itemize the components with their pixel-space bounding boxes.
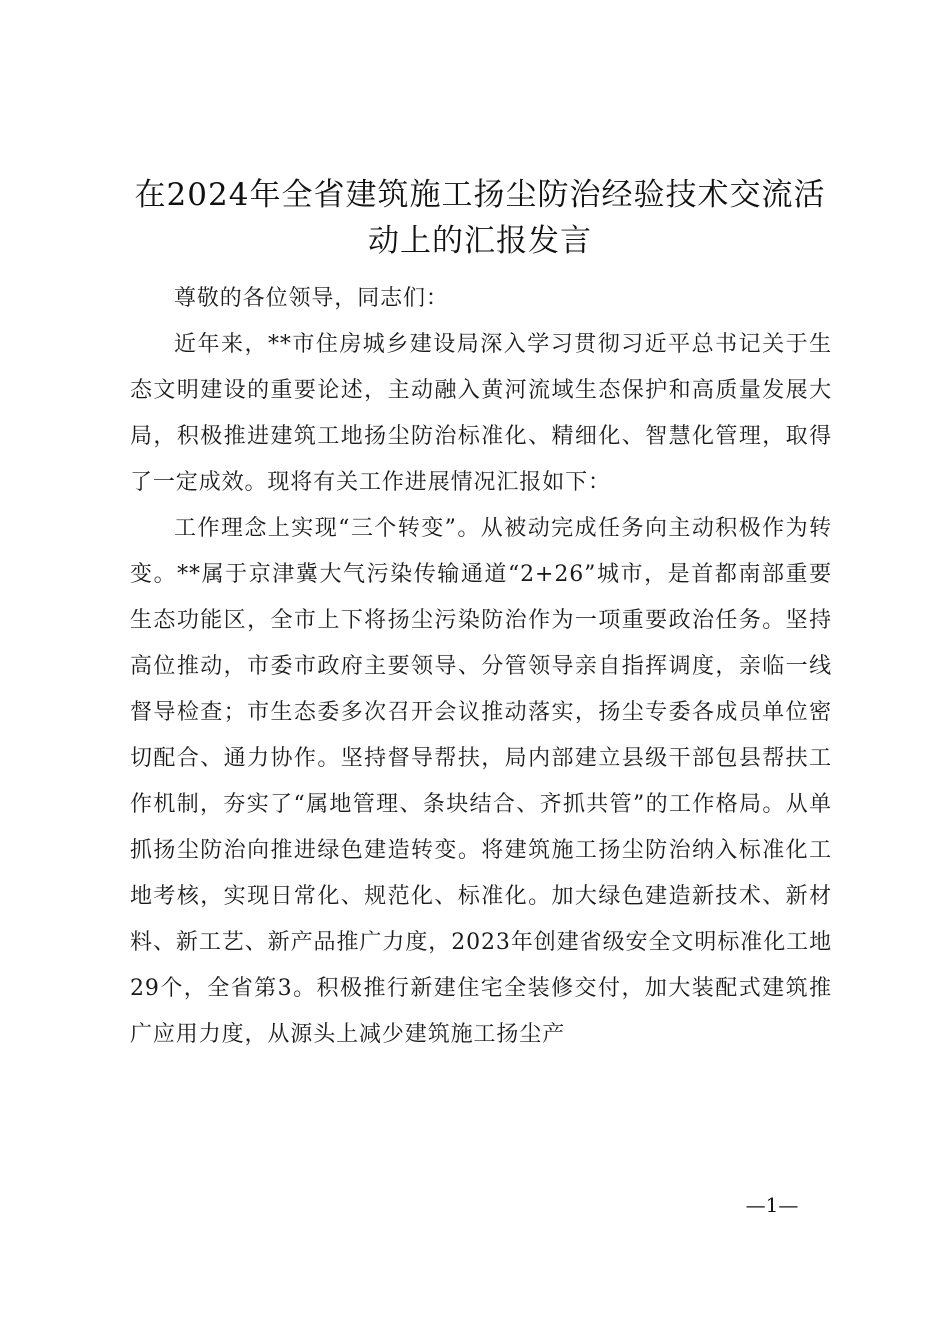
page-number: —1—	[745, 1193, 799, 1217]
body-paragraph: 工作理念上实现“三个转变”。从被动完成任务向主动积极作为转变。**属于京津冀大气污染传输通道“2+26”城市，是首都南部重要生态功能区，全市上下将扬尘污染防治作为一项重要政治任务。坚持高位推动，市委市政府主要领导、分管领导亲自指挥调度，亲临一线督导检查；市生态委多次召开会议推动落实，扬尘专委各成员单位密切配合、通力协作。坚持督导帮扶，局内部建立县级干部包县帮扶工作机制，夯实了“属地管理、条块结合、齐抓共管”的工作格局。从单抓扬尘防治向推进绿色建造转变。将建筑施工扬尘防治纳入标准化工地考核，实现日常化、规范化、标准化。加大绿色建造新技术、新材料、新工艺、新产品推广力度，2023年创建省级安全文明标准化工地29个，全省第3。积极推行新建住宅全装修交付，加大装配式建筑推广应用力度，从源头上减少建筑施工扬尘产	[130, 516, 832, 1047]
document-title: 在2024年全省建筑施工扬尘防治经验技术交流活动上的汇报发言	[134, 177, 826, 259]
greeting-line: 尊敬的各位领导，同志们：	[174, 286, 449, 311]
body-paragraph: 近年来，**市住房城乡建设局深入学习贯彻习近平总书记关于生态文明建设的重要论述，主动融入黄河流域生态保护和高质量发展大局，积极推进建筑工地扬尘防治标准化、精细化、智慧化管理，取得了一定成效。现将有关工作进展情况汇报如下：	[130, 332, 832, 495]
document-body	[130, 276, 832, 1058]
